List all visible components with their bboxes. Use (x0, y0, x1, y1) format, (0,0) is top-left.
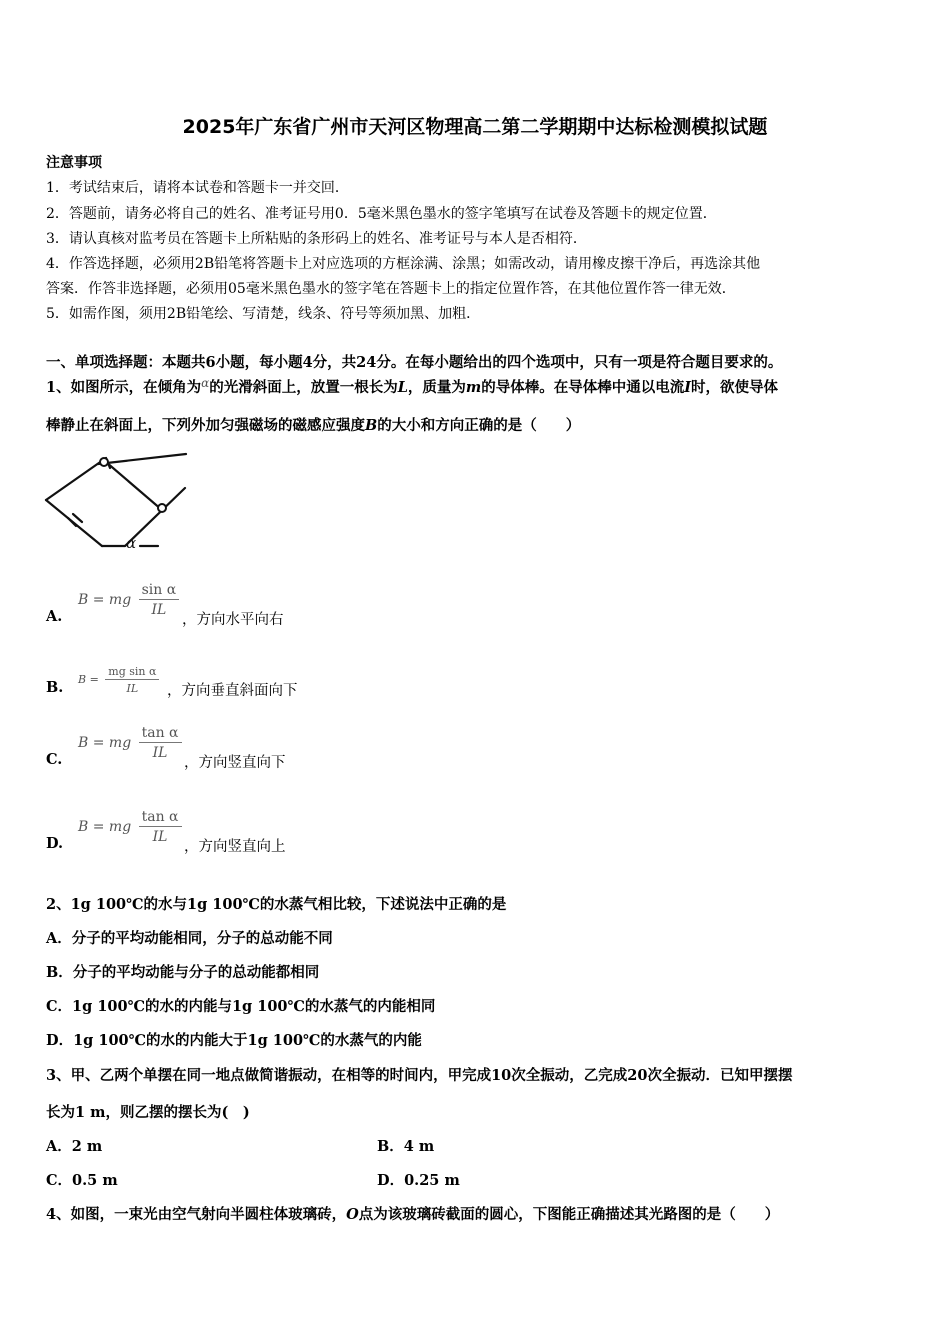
angle-label: α (126, 534, 137, 552)
q1-option-text: ，方向水平向右 (182, 612, 284, 628)
rod-end (100, 458, 108, 466)
q1-option-label: D. (46, 835, 64, 852)
q1-option-text: ，方向垂直斜面向下 (167, 683, 298, 699)
notice-heading: 注意事项 (46, 155, 102, 171)
rod-end (158, 504, 166, 512)
q1-option-formula: B = mg $\frac{\text{sin α}}{IL}$ (78, 582, 179, 618)
q2-option: C．1g 100℃的水的内能与1g 100℃的水蒸气的内能相同 (46, 998, 436, 1015)
q1-option-label: A. (46, 608, 63, 625)
q2-option: B．分子的平均动能与分子的总动能都相同 (46, 964, 320, 981)
q3-option: B．4 m (377, 1138, 435, 1155)
section-heading: 一、单项选择题：本题共6小题，每小题4分，共24分。在每小题给出的四个选项中，只有一项是符合题目要求的。 (46, 354, 783, 371)
incline-figure (40, 448, 195, 556)
q2-option: A．分子的平均动能相同，分子的总动能不同 (46, 930, 333, 947)
q3-stem-line2: 长为1 m，则乙摆的摆长为( ) (46, 1104, 250, 1121)
q4-stem: 4、如图，一束光由空气射向半圆柱体玻璃砖，O点为该玻璃砖截面的圆心，下图能正确描述其光路图的是（ ） (46, 1206, 780, 1223)
q1-option-text: ，方向竖直向上 (184, 839, 286, 855)
q2-stem: 2、1g 100℃的水与1g 100℃的水蒸气相比较，下述说法中正确的是 (46, 896, 507, 913)
q1-option-formula: B = mg $\frac{\text{tan α}}{IL}$ (78, 809, 182, 845)
q1-option-formula: B = $\frac{\text{mg sin α}}{IL}$ (78, 665, 159, 695)
notice-item: 2．答题前，请务必将自己的姓名、准考证号用0．5毫米黑色墨水的签字笔填写在试卷及答题卡的规定位置． (46, 206, 717, 222)
notice-item: 1．考试结束后，请将本试卷和答题卡一并交回． (46, 180, 349, 196)
q1-stem-line2: 棒静止在斜面上，下列外加匀强磁场的磁感应强度B的大小和方向正确的是（ ） (46, 417, 581, 434)
q1-option-text: ，方向竖直向下 (184, 755, 286, 771)
q1-option-label: B. (46, 679, 64, 696)
q1-option-formula: B = mg $\frac{\text{tan α}}{IL}$ (78, 725, 182, 761)
q3-option: D．0.25 m (377, 1172, 460, 1189)
q3-option: A．2 m (46, 1138, 103, 1155)
notice-item: 答案．作答非选择题，必须用05毫米黑色墨水的签字笔在答题卡上的指定位置作答，在其他位置作答一律无效． (46, 281, 736, 297)
q3-stem-line1: 3、甲、乙两个单摆在同一地点做简谐振动，在相等的时间内，甲完成10次全振动，乙完成20次全振动．已知甲摆摆 (46, 1067, 793, 1084)
notice-item: 3．请认真核对监考员在答题卡上所粘贴的条形码上的姓名、准考证号与本人是否相符． (46, 231, 587, 247)
page-title: 2025年广东省广州市天河区物理高二第二学期期中达标检测模拟试题 (182, 116, 768, 138)
alpha-symbol: α (201, 376, 210, 390)
notice-item: 4．作答选择题，必须用2B铅笔将答题卡上对应选项的方框涂满、涂黑；如需改动，请用橡皮擦干净后，再选涂其他 (46, 256, 761, 272)
q1-option-label: C. (46, 751, 63, 768)
q3-option: C．0.5 m (46, 1172, 118, 1189)
q2-option: D．1g 100℃的水的内能大于1g 100℃的水蒸气的内能 (46, 1032, 422, 1049)
notice-item: 5．如需作图，须用2B铅笔绘、写清楚，线条、符号等须加黑、加粗． (46, 306, 481, 322)
q1-stem-line1: 1、如图所示，在倾角为$^\alpha$的光滑斜面上，放置一根长为L，质量为m的导体棒。在导体棒中通以电流I时，欲使导体 (46, 376, 779, 396)
